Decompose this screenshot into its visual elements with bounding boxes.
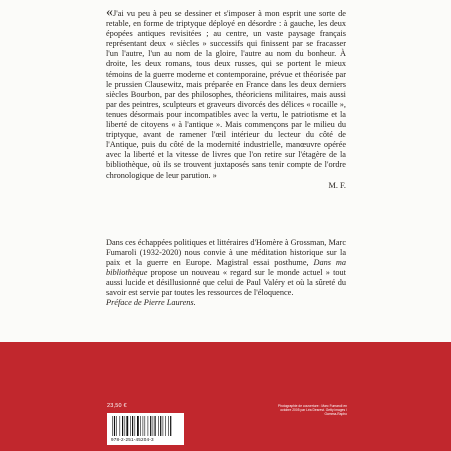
- opening-quote-mark: «: [106, 5, 113, 20]
- preface-credit: Préface de Pierre Laurens.: [106, 298, 196, 307]
- book-blurb: [106, 238, 346, 299]
- price-label: 23,50 €: [107, 403, 127, 409]
- red-footer-band: [0, 342, 451, 451]
- barcode-icon: [111, 416, 180, 436]
- excerpt-signature: M. F.: [328, 181, 346, 190]
- blurb-text-end: propose un nouveau « regard sur le monde actuel » tout aussi lucide et désillusionné que celui de Paul Valéry et où la sûreté du savoir est servie par toutes les ressources de l'éloquence.: [106, 268, 346, 298]
- excerpt-text: J'ai vu peu à peu se dessiner et s'imposer à mon esprit une sorte de retable, en forme de triptyque déployé en désordre : à gauche, les deux épopées antiques revisitées ; au centre, un vaste paysage français représentant deux « siècles » successifs qui finissent par se fracasser l'un l'autre, l'un au nom de la gloire, l'autre au nom du bonheur. À droite, les deux romans, tous deux russes, qui se portent le mieux témoins de la guerre moderne et contemporaine, prévue et théorisée par le prussien Clausewitz, mais préparée en France dans les deux derniers siècles Bourbon, par des philosophes, théoriciens militaires, mais aussi par des peintres, sculpteurs et graveurs divorcés des délices « rocaille », tenues désormais pour incompatibles avec la vertu, le patriotisme et la liberté de citoyens « à l'antique ». Mais commençons par le milieu du triptyque, avant de ramener l'œil intérieur du lecteur du côté de l'Antique, puis du côté de la modernité industrielle, manœuvre opérée avec la liberté et la vitesse de livres que l'on retire sur l'étagère de la bibliothèque, où ils se trouvent juxtaposés sans tenir compte de l'ordre chronologique de leur parution. »: [106, 9, 346, 180]
- isbn-number: 978-2-251-45204-3: [111, 437, 154, 442]
- blurb-text-start: Dans ces échappées politiques et littéraires d'Homère à Grossman, Marc Fumaroli (1932-2020) nous convie à une méditation historique sur la paix et la guerre en Europe. Magistral essai posthume,: [106, 238, 346, 268]
- barcode-label: [107, 413, 184, 445]
- excerpt-quote: [106, 5, 346, 181]
- book-title-reference: Dans ma bibliothèque: [106, 258, 347, 278]
- photo-credit: Photographie de couverture : Marc Fumaroli en octobre 2005 par Léa Desrest. Getty images / Gamma-Rapho: [277, 404, 347, 417]
